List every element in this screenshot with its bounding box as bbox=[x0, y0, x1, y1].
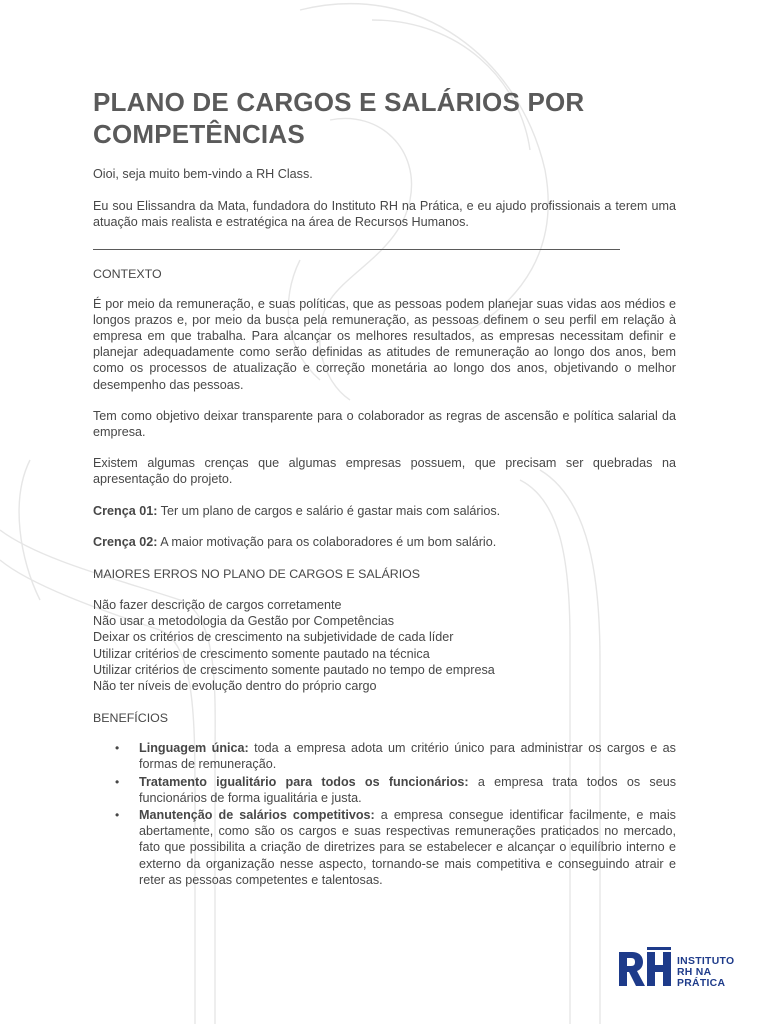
logo-line-1: INSTITUTO bbox=[677, 956, 735, 967]
context-heading: CONTEXTO bbox=[93, 266, 162, 281]
benefit-text: a empresa trata todos os seus funcionários de forma igualitária e justa. bbox=[139, 774, 676, 805]
document-page bbox=[93, 86, 676, 889]
bullet-icon: • bbox=[115, 741, 120, 756]
belief-1-text: Ter um plano de cargos e salário é gastar mais com salários. bbox=[157, 503, 501, 518]
belief-2-label: Crença 02: bbox=[93, 534, 158, 549]
list-item: Utilizar critérios de crescimento somente pautado no tempo de empresa bbox=[93, 662, 495, 677]
belief-2-text: A maior motivação para os colaboradores é um bom salário. bbox=[157, 534, 497, 549]
logo-line-3: PRÁTICA bbox=[677, 978, 726, 989]
errors-list bbox=[93, 597, 676, 694]
list-item: Utilizar critérios de crescimento somente pautado na técnica bbox=[93, 646, 430, 661]
benefit-label: Tratamento igualitário para todos os funcionários: bbox=[139, 774, 469, 789]
benefit-label: Manutenção de salários competitivos: bbox=[139, 808, 375, 823]
benefit-text: a empresa consegue identificar facilmente, e mais abertamente, como são os cargos e suas respectivas remunerações praticados no mercado, fato que possibilita a criação de diretrizes para se estabelecer e alcançar o equilíbrio interno e externo da organização nesse aspecto, tornando-se mais competitiva e conseguindo atrair e reter as pessoas competentes e talentosas. bbox=[139, 808, 676, 887]
logo-line-2: RH NA bbox=[677, 967, 712, 978]
list-item bbox=[115, 740, 676, 772]
list-item: Não fazer descrição de cargos corretamente bbox=[93, 598, 342, 613]
benefits-heading: BENEFÍCIOS bbox=[93, 711, 169, 726]
institute-logo bbox=[617, 946, 747, 994]
context-paragraph-2: Tem como objetivo deixar transparente para o colaborador as regras de ascensão e política salarial da empresa. bbox=[93, 408, 676, 440]
list-item: Deixar os critérios de crescimento na subjetividade de cada líder bbox=[93, 630, 454, 645]
list-item: Não usar a metodologia da Gestão por Competências bbox=[93, 614, 395, 629]
bullet-icon: • bbox=[115, 808, 120, 823]
document-title: PLANO DE CARGOS E SALÁRIOS POR COMPETÊNCIAS bbox=[93, 87, 585, 149]
benefit-text: toda a empresa adota um critério único para administrar os cargos e as formas de remuneração. bbox=[139, 741, 676, 772]
errors-heading: MAIORES ERROS NO PLANO DE CARGOS E SALÁRIOS bbox=[93, 567, 421, 582]
context-paragraph-3: Existem algumas crenças que algumas empresas possuem, que precisam ser quebradas na apresentação do projeto. bbox=[93, 456, 676, 487]
list-item bbox=[115, 774, 676, 806]
greeting-text: Oioi, seja muito bem-vindo a RH Class. bbox=[93, 167, 313, 181]
horizontal-rule bbox=[93, 249, 620, 250]
logo-wordmark bbox=[677, 956, 734, 989]
belief-1-label: Crença 01: bbox=[93, 503, 158, 518]
bullet-icon: • bbox=[115, 774, 120, 789]
benefit-label: Linguagem única: bbox=[139, 741, 249, 756]
context-paragraph-1: É por meio da remuneração, e suas políticas, que as pessoas podem planejar suas vidas aos médios e longos prazos e, por meio da busca pela remuneração, as pessoas definem o seu perfil em relação à empresa em que trabalha. Para alcançar os melhores resultados, as empresas necessitam definir e planejar adequadamente como serão definidas as atitudes de remuneração ao longo dos anos, bem como os processos de atualização e correção monetária ao longo dos anos, objetivando o melhor desempenho das pessoas. bbox=[93, 296, 676, 392]
rh-logo-mark bbox=[617, 946, 677, 994]
list-item: Não ter níveis de evolução dentro do próprio cargo bbox=[93, 679, 377, 694]
belief-2 bbox=[93, 534, 676, 550]
intro-paragraph: Eu sou Elissandra da Mata, fundadora do Instituto RH na Prática, e eu ajudo profissionais a terem uma atuação mais realista e estratégica na área de Recursos Humanos. bbox=[93, 199, 676, 230]
list-item bbox=[115, 807, 676, 888]
benefits-list bbox=[93, 740, 676, 888]
belief-1 bbox=[93, 503, 676, 519]
